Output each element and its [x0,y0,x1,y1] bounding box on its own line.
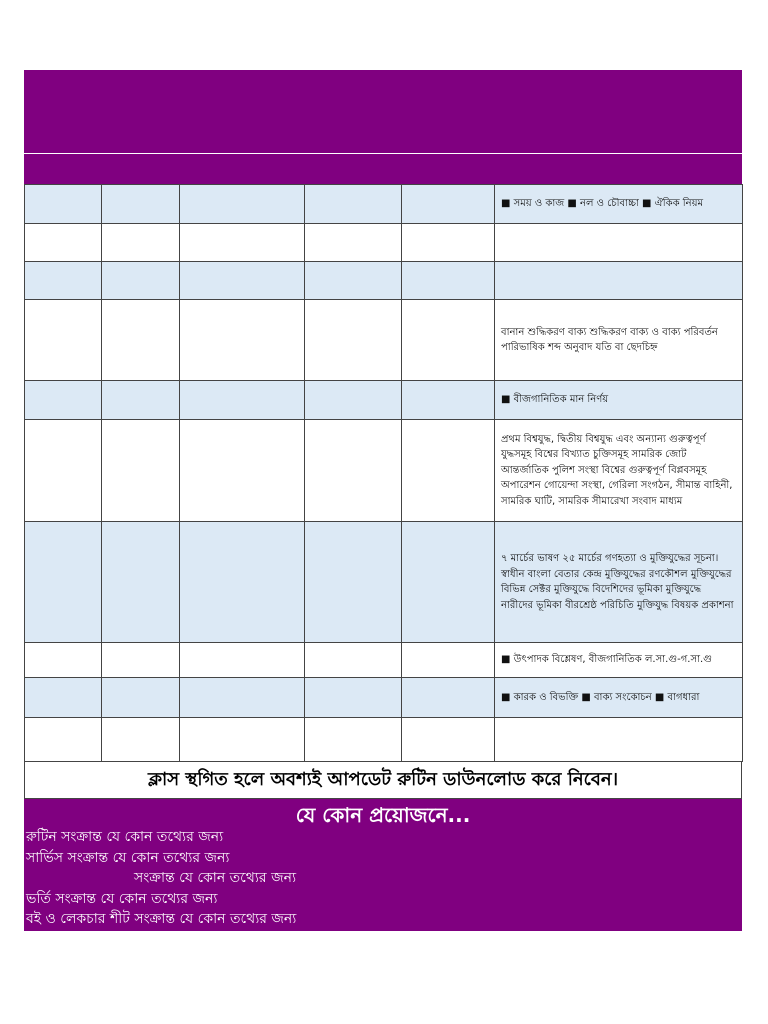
routine-cell [25,643,102,678]
routine-cell [102,300,180,381]
routine-row [25,185,743,224]
routine-cell [102,262,180,300]
topic-cell: ৭ মার্চের ভাষণ ২৫ মার্চের গণহত্যা ও মুক্তিযুদ্ধের সূচনা। স্বাধীন বাংলা বেতার কেন্দ্র মুক্তিযুদ্ধের রণকৌশল মুক্তিযুদ্ধের বিভিন্ন সেক্টর মুক্তিযুদ্ধে বিদেশিদের ভূমিকা মুক্তিযুদ্ধে নারীদের ভূমিকা বীরশ্রেষ্ঠ পরিচিতি মুক্তিযুদ্ধ বিষয়ক প্রকাশনা [495,522,743,643]
routine-cell [25,522,102,643]
routine-cell [305,262,402,300]
routine-cell [25,678,102,718]
topic-cell: ■ উৎপাদক বিশ্লেষণ, বীজগানিতিক ল.সা.গু-গ.সা.গু [495,643,743,678]
contact-line-routine: রুটিন সংক্রান্ত যে কোন তথ্যের জন্য [26,829,224,845]
routine-cell [25,262,102,300]
routine-cell [25,420,102,522]
routine-row [25,224,743,262]
routine-cell [402,381,495,420]
topic-cell: প্রথম বিশ্বযুদ্ধ, দ্বিতীয় বিশ্বযুদ্ধ এবং অন্যান্য গুরুত্বপূর্ণ যুদ্ধসমূহ বিশ্বের বিখ্যাত চুক্তিসমূহ সামরিক জোট আন্তর্জাতিক পুলিশ সংস্থা বিশ্বের গুরুত্বপূর্ণ বিপ্লবসমূহ অপারেশন গোয়েন্দা সংস্থা, গেরিলা সংগঠন, সীমান্ত বাহিনী, সামরিক ঘাটি, সামরিক সীমারেখা সংবাদ মাধ্যম [495,420,743,522]
routine-cell [305,643,402,678]
contact-line-general: সংক্রান্ত যে কোন তথ্যের জন্য [134,870,297,886]
routine-row [25,718,743,762]
routine-cell [305,185,402,224]
topic-cell [495,718,743,762]
routine-cell [102,643,180,678]
routine-cell [402,678,495,718]
routine-cell [402,522,495,643]
routine-cell [305,522,402,643]
routine-cell [102,522,180,643]
routine-row [25,678,743,718]
routine-row [25,643,743,678]
routine-sheet [24,70,742,931]
topic-cell: ■ কারক ও বিভক্তি ■ বাক্য সংকোচন ■ বাগধারা [495,678,743,718]
routine-cell [102,381,180,420]
routine-cell [102,420,180,522]
routine-row [25,300,743,381]
routine-cell [180,718,305,762]
contact-line-service: সার্ভিস সংক্রান্ত যে কোন তথ্যের জন্য [26,849,230,866]
routine-cell [25,300,102,381]
routine-cell [402,643,495,678]
routine-cell [102,185,180,224]
topic-cell: বানান শুদ্ধিকরণ বাক্য শুদ্ধিকরণ বাক্য ও বাক্য পরিবর্তন পারিভাষিক শব্দ অনুবাদ যতি বা ছেদচিহ্ন [495,300,743,381]
routine-row [25,522,743,643]
contact-line-lecture-sheet: বই ও লেকচার শীট সংক্রান্ত যে কোন তথ্যের জন্য [26,911,297,927]
routine-row [25,262,743,300]
header-banner [24,70,742,153]
routine-table [24,184,743,762]
routine-cell [402,262,495,300]
routine-cell [402,224,495,262]
routine-cell [402,300,495,381]
contact-line-admission: ভর্তি সংক্রান্ত যে কোন তথ্যের জন্য [26,890,218,907]
routine-cell [102,224,180,262]
routine-cell [25,185,102,224]
routine-cell [180,185,305,224]
routine-cell [180,420,305,522]
routine-cell [180,224,305,262]
topic-cell: ■ সময় ও কাজ ■ নল ও চৌবাচ্চা ■ ঐকিক নিয়ম [495,185,743,224]
routine-cell [102,678,180,718]
routine-cell [305,300,402,381]
routine-cell [25,381,102,420]
routine-cell [305,224,402,262]
routine-cell [180,522,305,643]
routine-cell [402,420,495,522]
topic-cell [495,262,743,300]
routine-cell [305,678,402,718]
topic-cell [495,224,743,262]
routine-cell [25,718,102,762]
topic-cell: ■ বীজগানিতিক মান নির্ণয় [495,381,743,420]
routine-cell [305,420,402,522]
routine-cell [102,718,180,762]
routine-cell [402,718,495,762]
routine-cell [180,643,305,678]
contact-panel [24,799,742,931]
routine-row [25,381,743,420]
routine-cell [305,718,402,762]
routine-cell [180,262,305,300]
contact-title: যে কোন প্রয়োজনে... [295,803,471,827]
routine-cell [25,224,102,262]
routine-cell [180,300,305,381]
class-postponed-notice: ক্লাস স্থগিত হলে অবশ্যই আপডেট রুটিন ডাউনলোড করে নিবেন। [24,762,742,799]
routine-cell [402,185,495,224]
routine-cell [305,381,402,420]
routine-row [25,420,743,522]
routine-cell [180,381,305,420]
subheader-banner [24,154,742,184]
routine-cell [180,678,305,718]
